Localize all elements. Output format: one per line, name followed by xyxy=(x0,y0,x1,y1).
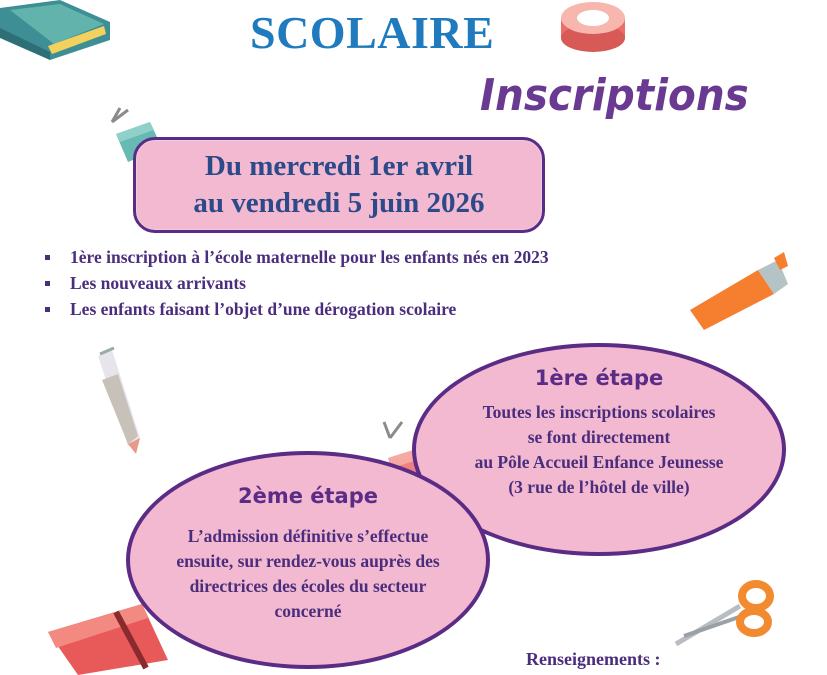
list-item: Les nouveaux arrivants xyxy=(42,270,549,296)
list-item: 1ère inscription à l’école maternelle pour les enfants nés en 2023 xyxy=(42,244,549,270)
eligibility-list xyxy=(42,244,549,322)
step-1-line: se font directement xyxy=(527,427,671,447)
pen-icon xyxy=(88,346,148,456)
date-line-1: Du mercredi 1er avril xyxy=(204,150,474,182)
step-2-line: directrices des écoles du secteur xyxy=(189,576,427,596)
step-1-line: (3 rue de l’hôtel de ville) xyxy=(508,477,690,497)
books-icon xyxy=(0,0,110,60)
page-title: SCOLAIRE xyxy=(250,7,495,58)
step-2-title: 2ème étape xyxy=(237,484,379,508)
date-range-box xyxy=(133,137,545,233)
step-2-text xyxy=(146,524,470,624)
contact-info-label: Renseignements : xyxy=(526,649,661,669)
tape-roll-icon xyxy=(557,0,629,54)
step-2-line: concerné xyxy=(274,601,342,621)
page-subtitle: Inscriptions xyxy=(480,70,749,121)
step-1-title: 1ère étape xyxy=(534,366,664,390)
step-2-line: L’admission définitive s’effectue xyxy=(187,526,429,546)
date-line-2: au vendredi 5 juin 2026 xyxy=(193,187,485,219)
step-1-line: au Pôle Accueil Enfance Jeunesse xyxy=(474,452,724,472)
scissors-icon xyxy=(670,578,780,648)
step-2-line: ensuite, sur rendez-vous auprès des xyxy=(176,551,440,571)
step-1-line: Toutes les inscriptions scolaires xyxy=(482,402,716,422)
list-item: Les enfants faisant l’objet d’une dérogation scolaire xyxy=(42,296,549,322)
highlighter-icon xyxy=(682,250,792,330)
